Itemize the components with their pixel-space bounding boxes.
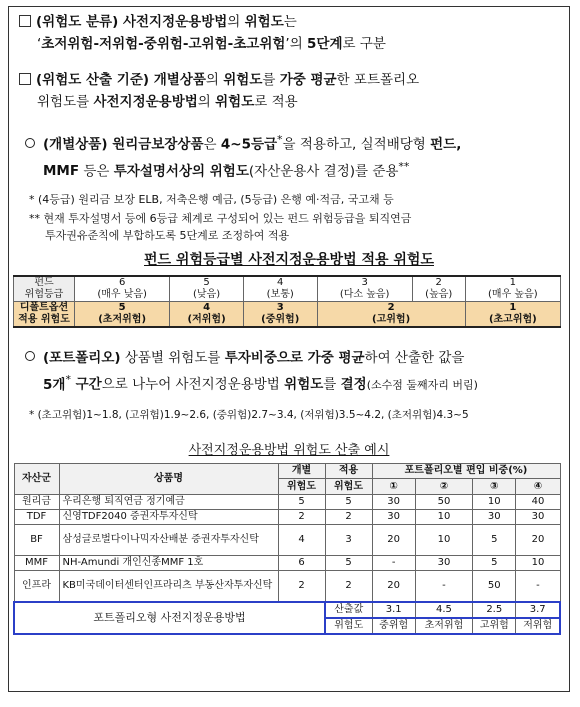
table-header-cell: 자산군 <box>14 464 59 495</box>
table-cell: 산출값 <box>325 602 372 618</box>
footnote-adjustment: ** 현재 투자설명서 등에 6등급 체계로 구성되어 있는 펀드 위험등급을 퇴직연금 투자권유준칙에 부합하도록 5단계로 조정하여 적용 <box>29 212 412 242</box>
table-cell: 6 <box>278 556 325 571</box>
table-header-cell: 펀드 위험등급 <box>14 276 75 302</box>
table-header-cell: 적용 <box>325 464 372 479</box>
circle-bullet-icon <box>25 138 35 148</box>
table-cell: 2 (고위험) <box>317 302 465 328</box>
table-cell: 3.1 <box>372 602 415 618</box>
table-cell: 50 <box>473 571 516 603</box>
table-cell: 디폴트옵션 적용 위험도 <box>14 302 75 328</box>
table-header-cell: 2 (높음) <box>412 276 465 302</box>
table-cell: 5 <box>473 556 516 571</box>
table-cell: 2 <box>325 510 372 525</box>
table-cell: 중위험 <box>372 618 415 634</box>
table-cell: 인프라 <box>14 571 59 603</box>
table-cell: 50 <box>415 495 472 510</box>
table-cell: 5 <box>278 495 325 510</box>
table-cell: 30 <box>415 556 472 571</box>
table-cell: 20 <box>516 525 560 556</box>
table-cell: 20 <box>372 525 415 556</box>
table-cell: 위험도 <box>325 618 372 634</box>
table-header-cell: 개별 <box>278 464 325 479</box>
table-cell: 5 <box>325 495 372 510</box>
table-cell: BF <box>14 525 59 556</box>
bullet-risk-classification: (위험도 분류) 사전지정운용방법의 위험도는 ‘초저위험-저위험-중위험-고위험-초고위험’의 5단계로 구분 <box>19 11 563 55</box>
table-row <box>14 276 561 302</box>
table-header-cell: 3 (다소 높음) <box>317 276 412 302</box>
table-header-cell: 1 (매우 높음) <box>465 276 560 302</box>
sub-bullet-individual-products: (개별상품) 원리금보장상품은 4~5등급*을 적용하고, 실적배당형 펀드, MMF 등은 투자설명서상의 위험도(자산운용사 결정)를 준용** <box>25 129 563 182</box>
table-cell: 4.5 <box>415 602 472 618</box>
table-cell: 2 <box>278 510 325 525</box>
table-cell: 10 <box>415 510 472 525</box>
bullet-risk-criteria: (위험도 산출 기준) 개별상품의 위험도를 가중 평균한 포트폴리오 위험도를 사전지정운용방법의 위험도로 적용 <box>19 69 563 113</box>
table-cell: 30 <box>372 495 415 510</box>
portfolio-label: 포트폴리오형 사전지정운용방법 <box>14 602 325 634</box>
table-header-cell: ① <box>372 479 415 495</box>
table-header-cell: ② <box>415 479 472 495</box>
table-header-cell: 상품명 <box>59 464 278 495</box>
table-cell: 3.7 <box>516 602 560 618</box>
portfolio-calc-table <box>13 463 561 635</box>
table-header-cell: 위험도 <box>325 479 372 495</box>
table-cell: MMF <box>14 556 59 571</box>
table-cell: 3 (중위험) <box>243 302 317 328</box>
table-row <box>14 525 560 556</box>
table-row <box>14 602 560 618</box>
footnote-grade: * (4등급) 원리금 보장 ELB, 저축은행 예금, (5등급) 은행 예‧적금, 국고채 등 <box>29 193 394 206</box>
table-cell: 삼성글로벌다이나믹자산배분 증권자투자신탁 <box>59 525 278 556</box>
circle-bullet-icon <box>25 351 35 361</box>
table-cell: NH-Amundi 개인신종MMF 1호 <box>59 556 278 571</box>
table-cell: 고위험 <box>473 618 516 634</box>
table-cell: 2.5 <box>473 602 516 618</box>
table-cell: 30 <box>473 510 516 525</box>
table-cell: 원리금 <box>14 495 59 510</box>
table-row <box>14 495 560 510</box>
table-row <box>14 510 560 525</box>
table-cell: 10 <box>473 495 516 510</box>
table-cell: 4 <box>278 525 325 556</box>
table-cell: 2 <box>278 571 325 603</box>
table-header-cell: 4 (보통) <box>243 276 317 302</box>
table-cell: 저위험 <box>516 618 560 634</box>
table-cell: 3 <box>325 525 372 556</box>
table2-title: 사전지정운용방법 위험도 산출 예시 <box>188 443 390 458</box>
table-row <box>14 571 560 603</box>
table-row <box>14 302 561 328</box>
table-cell: 5 (초저위험) <box>75 302 170 328</box>
table-header-cell: 5 (낮음) <box>170 276 244 302</box>
table-cell: 30 <box>372 510 415 525</box>
table-cell: - <box>372 556 415 571</box>
table-cell: 신영TDF2040 증권자투자신탁 <box>59 510 278 525</box>
table-cell: 우리은행 퇴직연금 정기예금 <box>59 495 278 510</box>
table-cell: 10 <box>516 556 560 571</box>
checkbox-square-icon <box>19 73 31 85</box>
table-header-cell: ④ <box>516 479 560 495</box>
table-row <box>14 464 560 479</box>
table-row <box>14 556 560 571</box>
table-header-cell: 6 (매우 낮음) <box>75 276 170 302</box>
risk-range-note: * (초고위험)1~1.8, (고위험)1.9~2.6, (중위험)2.7~3.4, (저위험)3.5~4.2, (초저위험)4.3~5 <box>29 409 469 421</box>
table-cell: KB미국데이터센터인프라리츠 부동산자투자신탁 <box>59 571 278 603</box>
table1-title: 펀드 위험등급별 사전지정운용방법 적용 위험도 <box>144 252 434 268</box>
table-header-cell: 위험도 <box>278 479 325 495</box>
table-header-cell: ③ <box>473 479 516 495</box>
table-cell: 2 <box>325 571 372 603</box>
table-cell: 1 (초고위험) <box>465 302 560 328</box>
table-cell: 40 <box>516 495 560 510</box>
sub-bullet-portfolio: (포트폴리오) 상품별 위험도를 투자비중으로 가중 평균하여 산출한 값을 5개* 구간으로 나누어 사전지정운용방법 위험도를 결정(소수점 둘째자리 버림) <box>25 347 563 397</box>
fund-risk-mapping-table <box>13 275 561 328</box>
table-cell: 5 <box>473 525 516 556</box>
document-page <box>8 6 570 692</box>
table-header-cell: 포트폴리오별 편입 비중(%) <box>372 464 560 479</box>
table-cell: 초저위험 <box>415 618 472 634</box>
table-cell: TDF <box>14 510 59 525</box>
checkbox-square-icon <box>19 15 31 27</box>
table-cell: 4 (저위험) <box>170 302 244 328</box>
table-cell: - <box>516 571 560 603</box>
table-cell: - <box>415 571 472 603</box>
table-cell: 30 <box>516 510 560 525</box>
table-cell: 10 <box>415 525 472 556</box>
table-cell: 20 <box>372 571 415 603</box>
table-cell: 5 <box>325 556 372 571</box>
